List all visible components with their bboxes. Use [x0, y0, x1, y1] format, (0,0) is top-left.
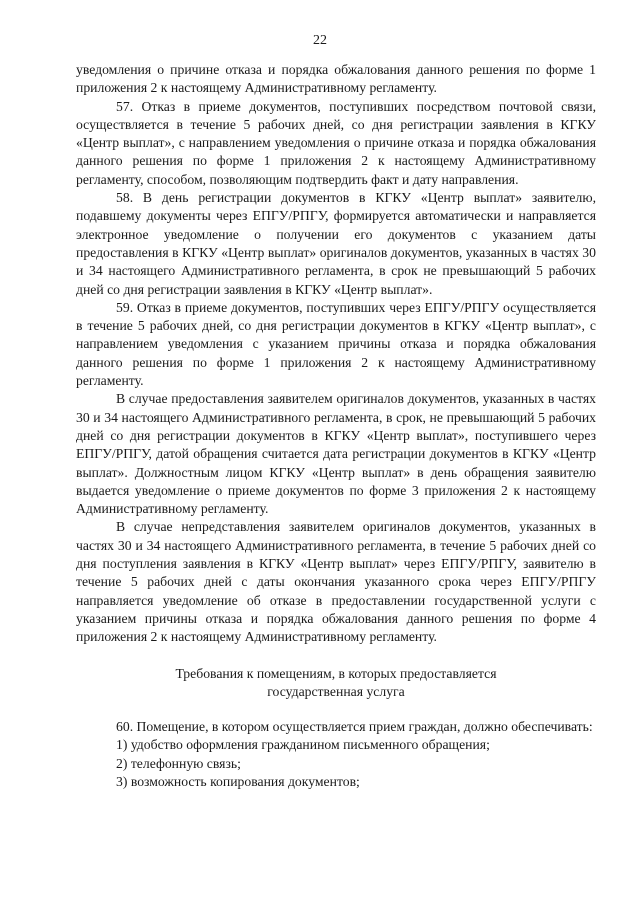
paragraph-60: 60. Помещение, в котором осуществляется прием граждан, должно обеспечивать:: [116, 719, 593, 735]
paragraph-originals-not-provided: В случае непредставления заявителем оригиналов документов, указанных в частях 30 и 34 настоящего Административного регламента, в течение 5 рабочих дней со дня поступления заявления в КГКУ «Центр выплат» через ЕПГУ/РПГУ, заявителю в течение 5 рабочих дней с даты окончания указанного срока через ЕПГУ/РПГУ направляется уведомление об отказе в предоставлении государственной услуги с указанием причины отказа и порядка обжалования данного решения по форме 4 приложения 2 к настоящему Административному регламенту.: [76, 519, 596, 645]
list-item: 2) телефонную связь;: [116, 755, 241, 771]
list-item: 3) возможность копирования документов;: [116, 773, 360, 789]
list-item: 1) удобство оформления гражданином письменного обращения;: [116, 737, 490, 753]
paragraph-58: 58. В день регистрации документов в КГКУ «Центр выплат» заявителю, подавшему документы через ЕПГУ/РПГУ, формируется автоматически и направляется электронное уведомление о получении его документов с указанием даты предоставления в КГКУ «Центр выплат» оригиналов документов, указанных в частях 30 и 34 настоящего Административного регламента, в срок не превышающий 5 рабочих дней со дня регистрации заявления в КГКУ «Центр выплат».: [76, 190, 596, 297]
section-heading: [76, 665, 596, 702]
paragraph-continuation: уведомления о причине отказа и порядка обжалования данного решения по форме 1 приложения 2 к настоящему Административному регламенту.: [76, 62, 596, 96]
section-heading-line-1: Требования к помещениям, в которых предоставляется: [175, 665, 497, 681]
document-body: [76, 61, 596, 791]
paragraph-57: 57. Отказ в приеме документов, поступивших посредством почтовой связи, осуществляется в течение 5 рабочих дней, со дня регистрации заявления в КГКУ «Центр выплат», с направлением уведомления о причине отказа и порядка обжалования данного решения по форме 1 приложения 2 к настоящему Административному регламенту, способом, позволяющим подтвердить факт и дату направления.: [76, 98, 596, 187]
section-heading-line-2: государственная услуга: [267, 683, 405, 699]
paragraph-originals-provided: В случае предоставления заявителем оригиналов документов, указанных в частях 30 и 34 настоящего Административного регламента, в срок, не превышающий 5 рабочих дней со дня регистрации документов в КГКУ «Центр выплат», поступившего через ЕПГУ/РПГУ, датой обращения считается дата регистрации документов в КГКУ «Центр выплат». Должностным лицом КГКУ «Центр выплат» в день обращения заявителю выдается уведомление о приеме документов по форме 3 приложения 2 к настоящему Административному регламенту.: [76, 391, 596, 517]
paragraph-59: 59. Отказ в приеме документов, поступивших через ЕПГУ/РПГУ осуществляется в течение 5 рабочих дней, со дня регистрации документов в КГКУ «Центр выплат», с направлением уведомления с указанием причины отказа и порядка обжалования данного решения по форме 1 приложения 2 к настоящему Административному регламенту.: [76, 299, 596, 389]
page-number: 22: [313, 33, 327, 48]
